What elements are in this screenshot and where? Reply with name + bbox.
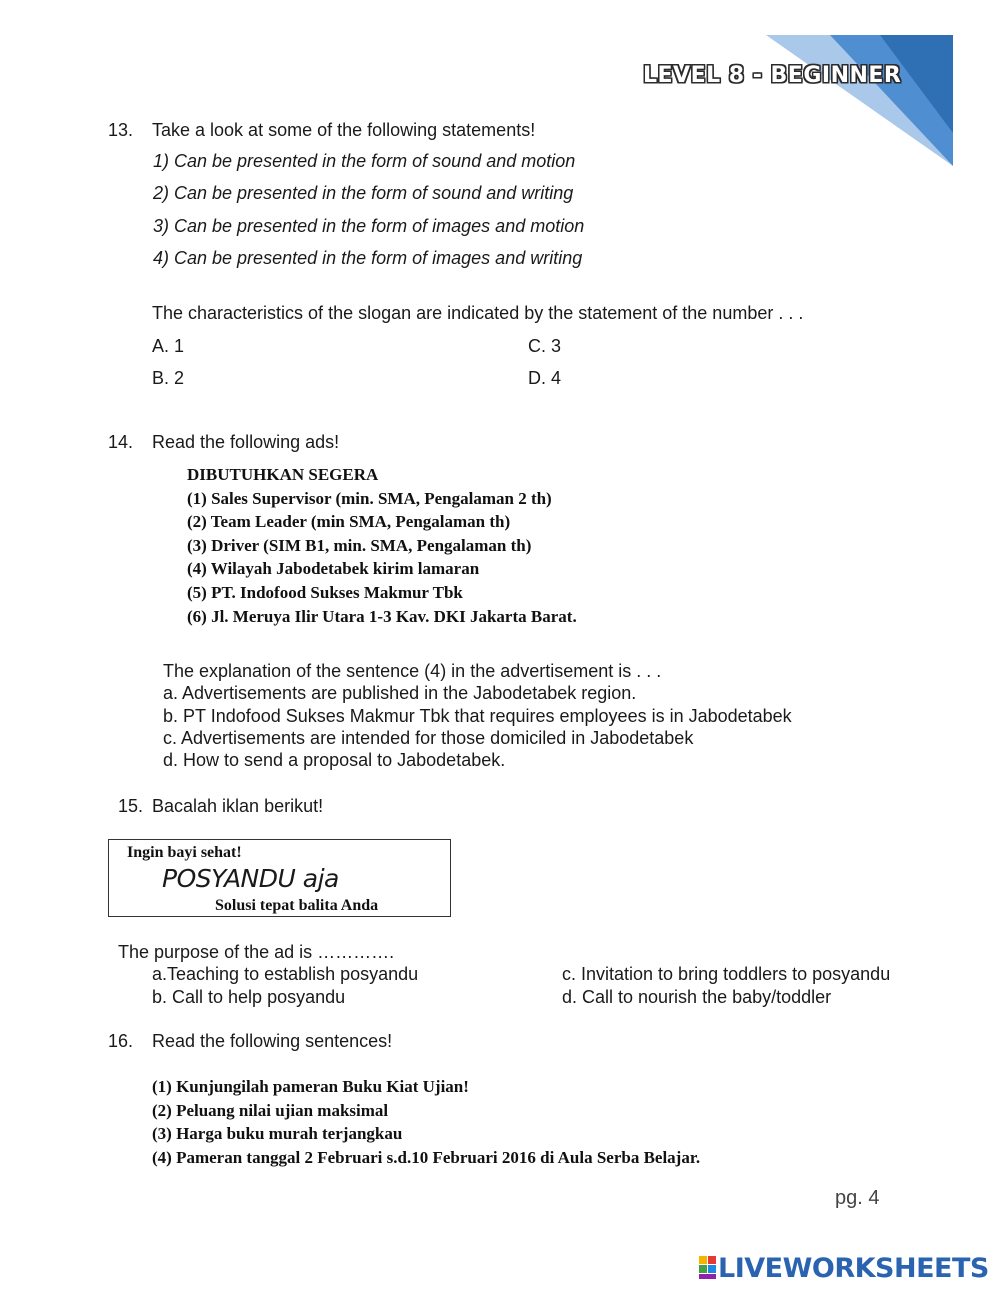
q13-option-c[interactable]: C. 3 bbox=[528, 336, 562, 356]
q13-option-a[interactable]: A. 1 bbox=[152, 336, 185, 356]
q16-sentence: (2) Peluang nilai ujian maksimal bbox=[152, 1100, 389, 1120]
q13-statement: 1) Can be presented in the form of sound and motion bbox=[153, 151, 576, 171]
q15-ad-line3: Solusi tepat balita Anda bbox=[215, 897, 379, 914]
q15-option-d[interactable]: d. Call to nourish the baby/toddler bbox=[562, 987, 832, 1007]
q14-ad-line: (3) Driver (SIM B1, min. SMA, Pengalaman th) bbox=[187, 535, 532, 555]
q13-statement: 2) Can be presented in the form of sound and writing bbox=[153, 183, 574, 203]
q14-option-b[interactable]: b. PT Indofood Sukses Makmur Tbk that requires employees is in Jabodetabek bbox=[163, 706, 792, 726]
q16-sentence: (3) Harga buku murah terjangkau bbox=[152, 1124, 403, 1144]
q15-option-a[interactable]: a.Teaching to establish posyandu bbox=[152, 964, 419, 984]
q13-question: The characteristics of the slogan are indicated by the statement of the number . . . bbox=[152, 303, 804, 323]
q16-sentence: (1) Kunjungilah pameran Buku Kiat Ujian! bbox=[152, 1077, 469, 1096]
q15-ad-box bbox=[108, 839, 451, 917]
q13-number: 13. bbox=[108, 120, 134, 140]
q14-ad bbox=[187, 463, 577, 628]
q14-option-a[interactable]: a. Advertisements are published in the Jabodetabek region. bbox=[163, 683, 637, 703]
q15-ad-line1: Ingin bayi sehat! bbox=[127, 844, 242, 861]
q14-option-c[interactable]: c. Advertisements are intended for those domiciled in Jabodetabek bbox=[163, 728, 694, 748]
q15-option-b[interactable]: b. Call to help posyandu bbox=[152, 987, 346, 1007]
q15-option-c[interactable]: c. Invitation to bring toddlers to posyandu bbox=[562, 964, 891, 984]
q14-prompt: Read the following ads! bbox=[152, 432, 340, 452]
q13-option-b[interactable]: B. 2 bbox=[152, 368, 185, 388]
q14-question: The explanation of the sentence (4) in the advertisement is . . . bbox=[163, 661, 662, 681]
q13-option-d[interactable]: D. 4 bbox=[528, 368, 562, 388]
liveworksheets-logo-icon bbox=[699, 1256, 717, 1280]
q14-ad-line: (2) Team Leader (min SMA, Pengalaman th) bbox=[187, 512, 511, 532]
q13-statement: 4) Can be presented in the form of images and writing bbox=[153, 248, 583, 268]
q14-ad-line: (4) Wilayah Jabodetabek kirim lamaran bbox=[187, 559, 480, 579]
q15-prompt: Bacalah iklan berikut! bbox=[152, 796, 324, 816]
q16-number: 16. bbox=[108, 1031, 134, 1051]
header-banner bbox=[760, 33, 955, 168]
q14-ad-line: DIBUTUHKAN SEGERA bbox=[187, 465, 379, 484]
level-title: LEVEL 8 - BEGINNER bbox=[643, 63, 902, 88]
q14-ad-line: (6) Jl. Meruya Ilir Utara 1-3 Kav. DKI Jakarta Barat. bbox=[187, 606, 577, 626]
q15-question: The purpose of the ad is …………. bbox=[118, 942, 395, 962]
q14-number: 14. bbox=[108, 432, 134, 452]
q15-ad-line2: POSYANDU aja bbox=[162, 864, 339, 893]
q13-prompt: Take a look at some of the following statements! bbox=[152, 120, 536, 140]
page-number: pg. 4 bbox=[835, 1187, 880, 1209]
liveworksheets-brand: LIVEWORKSHEETS bbox=[718, 1253, 989, 1284]
q16-sentences bbox=[152, 1075, 700, 1169]
q13-statement: 3) Can be presented in the form of images and motion bbox=[153, 216, 585, 236]
q14-option-d[interactable]: d. How to send a proposal to Jabodetabek. bbox=[163, 750, 506, 770]
q15-number: 15. bbox=[118, 796, 144, 816]
q16-prompt: Read the following sentences! bbox=[152, 1031, 393, 1051]
q14-ad-line: (1) Sales Supervisor (min. SMA, Pengalaman 2 th) bbox=[187, 488, 552, 508]
q16-sentence: (4) Pameran tanggal 2 Februari s.d.10 Februari 2016 di Aula Serba Belajar. bbox=[152, 1147, 701, 1167]
q14-ad-line: (5) PT. Indofood Sukses Makmur Tbk bbox=[187, 582, 463, 602]
